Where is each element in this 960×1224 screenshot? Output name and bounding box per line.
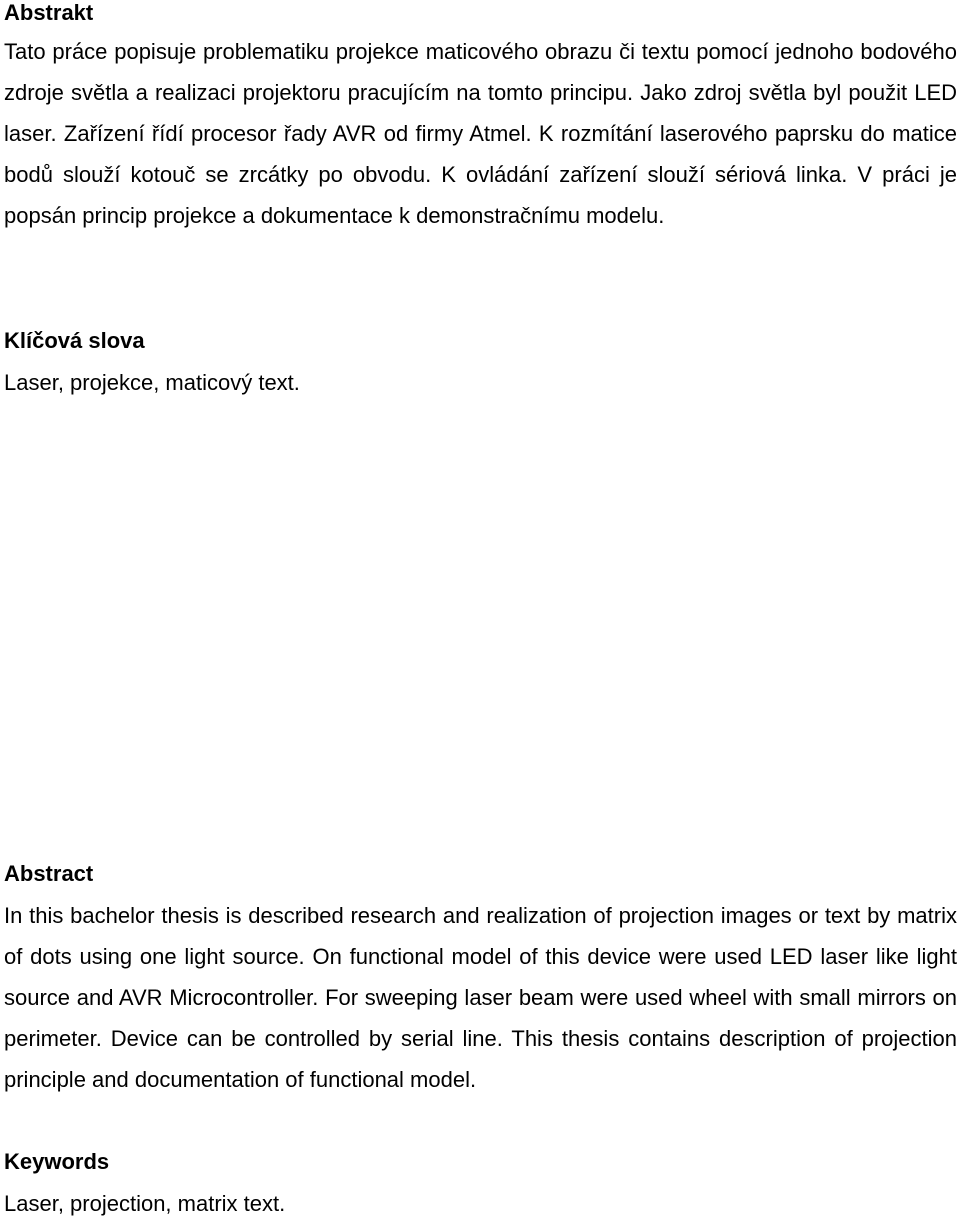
czech-abstract-heading: Abstrakt: [4, 0, 94, 25]
english-keywords-text: Laser, projection, matrix text.: [4, 1191, 286, 1216]
czech-keywords-text: Laser, projekce, maticový text.: [4, 370, 300, 395]
czech-keywords-heading: Klíčová slova: [4, 328, 145, 353]
english-abstract-paragraph: In this bachelor thesis is described research and realization of projection images or text by matrix of dots using one light source. On functional model of this device were used LED laser like light source and AVR Microcontroller. For sweeping laser beam were used wheel with small mirrors on perimeter. Device can be controlled by serial line. This thesis contains description of projection principle and documentation of functional model.: [4, 903, 957, 1092]
english-keywords-heading: Keywords: [4, 1149, 110, 1174]
english-abstract-heading: Abstract: [4, 861, 94, 886]
czech-abstract-paragraph: Tato práce popisuje problematiku projekce maticového obrazu či textu pomocí jednoho bodového zdroje světla a realizaci projektoru pracujícím na tomto principu. Jako zdroj světla byl použit LED laser. Zařízení řídí procesor řady AVR od firmy Atmel. K rozmítání laserového paprsku do matice bodů slouží kotouč se zrcátky po obvodu. K ovládání zařízení slouží sériová linka. V práci je popsán princip projekce a dokumentace k demonstračnímu modelu.: [4, 39, 957, 228]
